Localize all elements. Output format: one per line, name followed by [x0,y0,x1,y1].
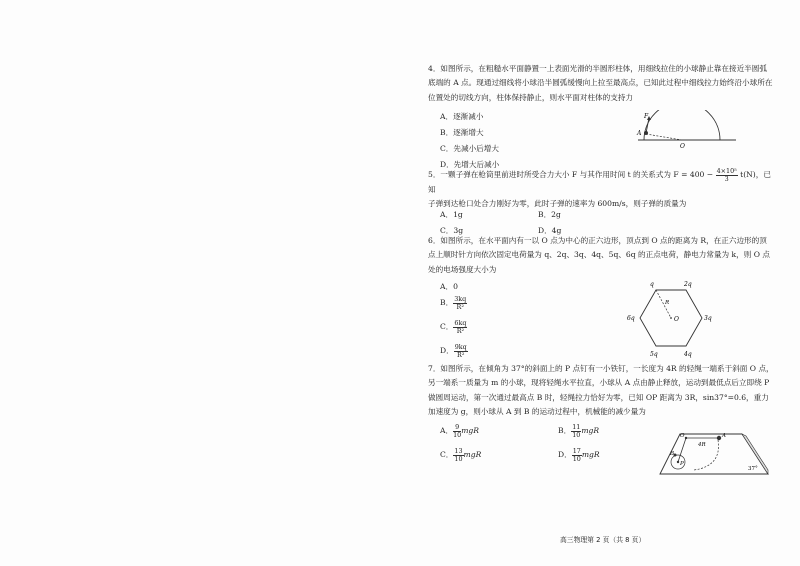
line-op [678,438,686,462]
radius-dashed-line [646,134,682,140]
question-7 [428,362,774,472]
page-footer: 高三物理第 2 页（共 8 页） [560,536,646,544]
q5-option-a: A．1g [440,210,463,219]
hex-label-r: R [665,300,670,306]
q5-frac-num: 4×10⁵ [716,167,737,175]
question-4-stem: 4．如图所示，在粗糙水平面静置一上表面光滑的半圆形柱体，用细线拉住的小球静止靠在接近半圆弧底端的 A 点。现通过细线将小球沿半圆弧缓慢向上拉至最高点，已知此过程中细线拉力始终沿小球所在位置处的切线方向，柱体保持静止，则水平面对柱体的支持力 [428,64,773,102]
q4-option-b: B．逐渐增大 [440,128,484,137]
label-o: O [680,143,685,150]
q5-stem-part-b: t(N)，已知 [428,170,771,194]
incline-label-p: P [680,461,684,467]
label-f: F [644,113,649,120]
incline-label-b: B [670,451,675,457]
hex-label-6q: 6q [627,315,635,322]
hex-center [670,317,672,319]
q7-option-a: A． $\frac{9}{10}$ mgR [440,423,479,439]
q5-frac-den: 3 [724,174,729,183]
question-5 [428,167,774,235]
ball-a [717,436,721,440]
q5-option-c: C．3g [440,226,464,235]
question-4 [428,62,774,169]
q5-option-d: D．4g [538,226,562,235]
question-5-stem-line2: 子弹到达枪口处合力刚好为零，此时子弹的速率为 600m/s，则子弹的质量为 [428,199,687,209]
incline-label-angle: 37° [748,466,758,472]
semicircle-arc [644,110,720,140]
q4-option-c: C．先减小后增大 [440,144,499,153]
q6-option-b: B． $\frac{3kq}{\text{R²}}$ [440,295,467,311]
q6-option-d: D． $\frac{9kq}{\text{R²}}$ [440,343,467,359]
q7-option-b: B． $\frac{11}{10}$ mgR [558,423,600,439]
q5-fraction [716,168,738,182]
q7-incline-figure [656,426,772,478]
incline-label-o: O [680,433,685,439]
incline-label-4r: 4R [698,442,706,448]
point-p [677,461,679,463]
hex-label-5q: 5q [650,351,658,358]
q6-option-c: C． $\frac{6kq}{\text{R²}}$ [440,319,467,335]
hex-label-4q: 4q [684,351,692,358]
q7-option-d: D． $\frac{17}{10}$ mgR [558,447,600,463]
hex-label-q: q [650,281,654,288]
q6-option-a: A．0 [440,282,458,291]
hex-label-2q: 2q [684,281,692,288]
q4-semicircle-figure [624,110,744,166]
incline-label-a: A [722,433,726,439]
q7-option-c: C． $\frac{13}{10}$ mgR [440,447,482,463]
q5-option-b: B．2g [538,210,561,219]
hex-label-3q: 3q [704,315,712,322]
question-6-stem: 6．如图所示，在水平面内有一以 O 点为中心的正六边形，顶点到 O 点的距离为 R，在正六边形的顶点上顺时针方向依次固定电荷量为 q、2q、3q、4q、5q、6q 的正点电荷，静电力常量为 k，则 O 点处的电场强度大小为 [428,236,770,274]
label-a: A [637,130,642,137]
q5-stem-part-a: 5．一颗子弹在枪筒里前进时所受合力大小 F 与其作用时间 t 的关系式为 F = 400 − [428,170,714,180]
q6-hexagon-figure [624,276,724,366]
question-6 [428,234,774,359]
hex-label-o: O [674,316,679,323]
question-5-stem-line1 [428,168,774,197]
q4-option-d: D．先增大后减小 [440,160,500,169]
q4-option-a: A．逐渐减小 [440,112,484,121]
question-7-stem: 7．如图所示，在倾角为 37°的斜面上的 P 点钉有一小铁钉，一长度为 4R 的轻绳一端系于斜面 O 点，另一端系一质量为 m 的小球，现将轻绳水平拉直，小球从 A 点由静止释放，运动到最低点后立即绕 P 做圆周运动，第一次通过最高点 B 时，轻绳拉力恰好为零，已知 OP 距离为 3R，sin37°=0.6，重力加速度为 g，则小球从 A 到 B 的运动过程中，机械能的减少量为 [428,364,774,417]
